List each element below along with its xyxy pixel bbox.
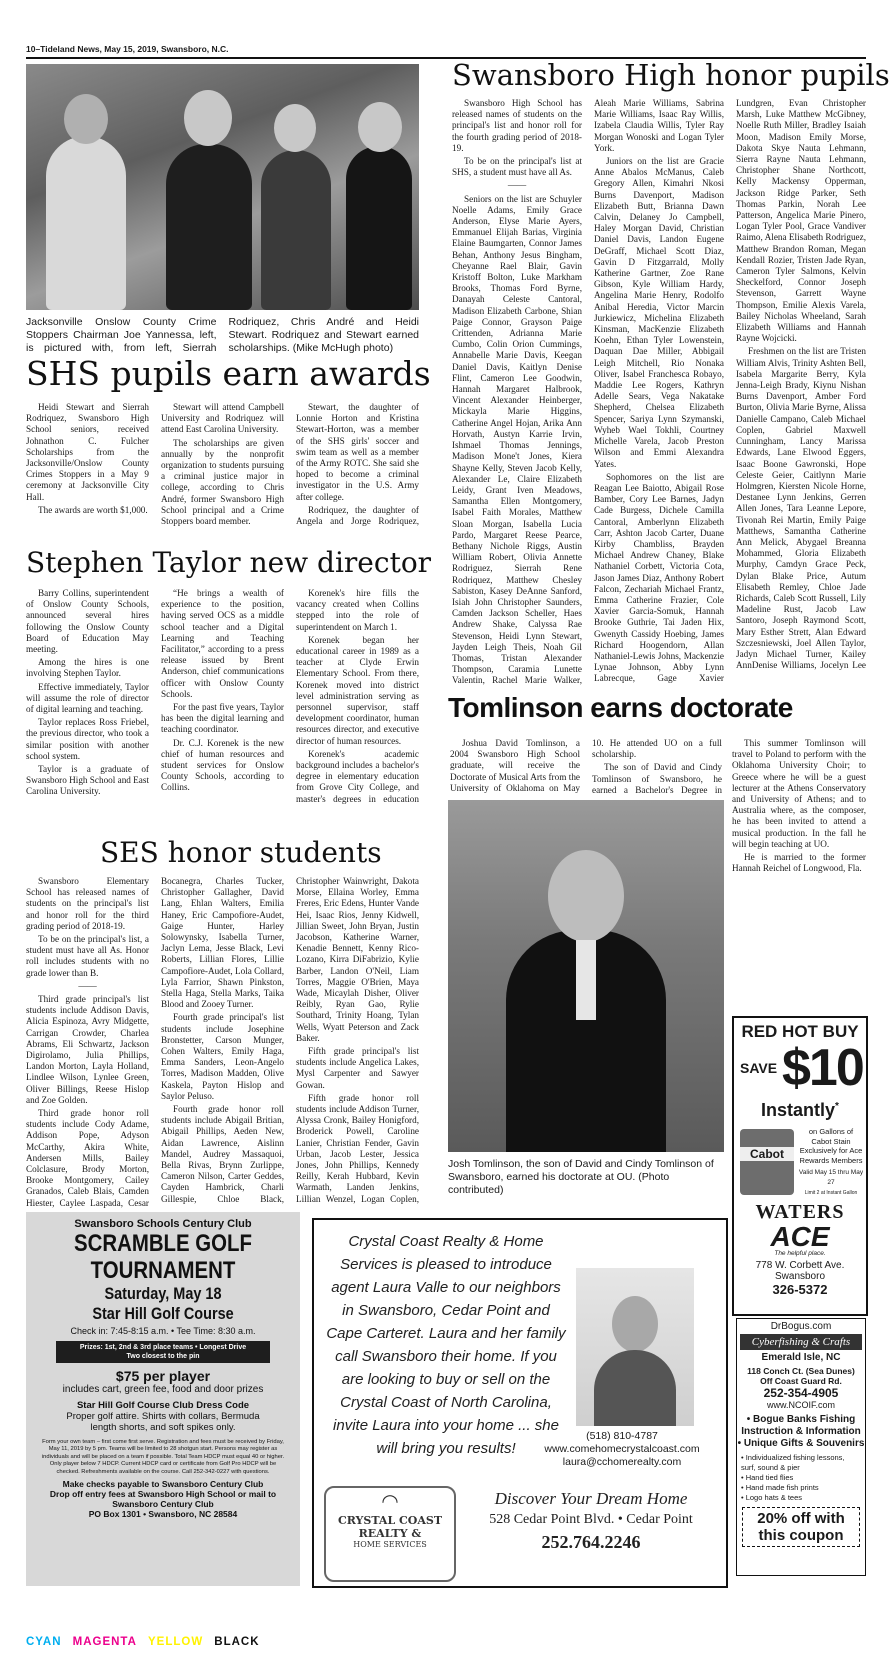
section-divider: —— [78, 980, 97, 991]
dolphin-icon: ◠ [381, 1489, 399, 1513]
story-paragraph: To be on the principal's list, a student must have all As. Honor roll includes students with no grade lower than B. [26, 934, 149, 978]
ace-ad-can-brand: Cabot [740, 1147, 794, 1161]
story-paragraph: The scholarships are given annually by the nonprofit organization to students pursuing a criminal justice major in college, according to Chris André, former Swansboro High School principal and a Crime Stoppers board member. [161, 437, 284, 527]
realty-logo-text: CRYSTAL COAST [337, 1514, 443, 1527]
golf-prizes-line: Prizes: 1st, 2nd & 3rd place teams • Longest Drive [79, 1344, 247, 1351]
golf-title: TOURNAMENT [90, 1257, 236, 1284]
ace-ad-limit: Limit 2 at Instant Gallon [804, 1190, 858, 1196]
tomlinson-photo-caption: Josh Tomlinson, the son of David and Cindy Tomlinson of Swansboro, earned his doctorate at OU. (Photo contributed) [448, 1158, 714, 1196]
tomlinson-headline: Tomlinson earns doctorate [448, 692, 793, 723]
story-paragraph: Korenek's academic background includes a bachelor's degree in elementary education from Grove City College, and master's degrees in education [296, 748, 419, 804]
ace-ad-phone: 326-5372 [772, 1282, 828, 1297]
cabot-stain-can [740, 1129, 794, 1195]
drbogus-ad [736, 1318, 866, 1576]
golf-prizes [56, 1341, 270, 1363]
drbogus-location: Emerald Isle, NC [761, 1352, 841, 1363]
registration-label: CYAN [26, 1636, 62, 1648]
golf-times: Check in: 7:45-8:15 a.m. • Tee Time: 8:30 a.m. [70, 1326, 256, 1336]
golf-price: $75 per player [115, 1368, 211, 1384]
story-paragraph: Korenek began her educational career in 1989 as a teacher at Clyde Erwin Elementary School. From there, Korenek moved into district level administration serving as personnel supervisor, staff development coordinator, human resources director, and executive director of human resources. [296, 634, 419, 746]
ace-ad-asterisk: * [835, 1101, 839, 1112]
story-paragraph: Dr. C.J. Korenek is the new chief of human resources and student services for Onslow County Schools, according to Collins. [161, 737, 284, 793]
taylor-story [26, 588, 419, 816]
realty-logo-text: HOME SERVICES [353, 1540, 427, 1549]
story-paragraph: Effective immediately, Taylor will assume the role of director of digital learning and teaching. [26, 681, 149, 715]
ace-logo: ACE [770, 1221, 830, 1252]
golf-checks: PO Box 1301 • Swansboro, NC 28584 [88, 1509, 238, 1520]
story-paragraph: Rodriquez, the daughter of Angela and Jorge Rodriquez, [296, 504, 419, 527]
golf-club: Swansboro Schools Century Club [74, 1218, 252, 1230]
story-paragraph: Barry Collins, superintendent of Onslow County Schools, announced several hires following the Onslow County Board of Education May meeting. [26, 588, 149, 655]
tomlinson-lead [450, 738, 722, 802]
awards-headline: SHS pupils earn awards [26, 354, 431, 393]
ace-ad-store: WATERS [755, 1201, 845, 1223]
story-paragraph: Seniors on the list are Schuyler Noelle Adams, Emily Grace Anderson, Elyse Marie Ayers, Emmanuel Elijah Barias, Virginia Elaine Baumgarten, Connor James Behan, Anthony Jesus Bingham, Cheyanne Rael Blair, Gavin Kristoff Bolton, Luke Markham Brooks, Thomas Ford Byrne, Danayah Celeste Cantoral, Madison Elizabeth Carbone, Shian Paige Connor, Grayson Paige Crittenden, Adrianna Marie Cumbo, Colin Orion Cummings, Annabelle Marie Davis, Keegan Daniel Davis, Kaitlyn Denise Flint, Cameron Lee Goodwin, Hannah Margaret Halbrook, Vincent Alexander Heinberger, Mickayla Marie Higgins, Catherine Angel Hojan, Arika Ann Horvath, Austyn Karrie Irvin, Ishmael Thomas Jennings, Madison Mone't Jones, Kiera Shayne Kelly, Steven Jacob Kelly, Alexander Le, Claire Elizabeth Leidy, Grant Iven Meadows, Samantha Ellen Montgomery, Isabel Faith Morales, Matthew Sloan Morgan, Isabella Lucia Pardo, Margaret Reese Pearce, Bethany Nichole Riggs, Austin William Robert, Olivia Annette Rodriguez, Sierrah Rene Rodriquez, Matthew Chesley Sabiston, Kasey DeAnne Sanford, Isiah John Christopher Saunders, Camden Jackson Scheller, Haes Andrew Shake, Calyssa Rae Stevenson, Heidi Lynn Stewart, Jayden Leigh Theis, Noah Gil Thomas, Tristan Alexander Thompson, Caramia Lunette Valentin, Rachel Marie Walker, Aleah Marie Williams, Sabrina Marie Williams, Isaac Ray Willis, Izabela Claudia Willis, Tyler Ray Morgan Wonoski and Logan Tyler York. [452, 98, 724, 686]
golf-venue: Star Hill Golf Course [92, 1304, 234, 1323]
golf-tournament-ad [26, 1212, 300, 1586]
story-paragraph: Third grade principal's list students include Addison Davis, Alicia Espinoza, Avry Midgette, Carrigan Crowder, Charlea Abrams, Eli Schwartz, Jackson Digirolamo, Julia Phillips, Landon Morton, Layla Holland, Lindlee Wilson, Lynlee Green, Oliver Billings, Reese Hislop and Zoe Golden. [26, 994, 149, 1105]
ace-ad-title: RED HOT BUY [741, 1022, 859, 1041]
realty-logo [324, 1486, 456, 1582]
story-paragraph: Fourth grade honor roll students include Abigail Britian, Abigail Phillips, Aeden New, Aidan Lawrence, Aislinn Mandel, Audrey Massaquoi, Bella Rivas, Brynn Zurlippe, Cameron Nilson, Carter Geddes, Cayden Hambrick, Charli Gillespie, Chloe Black, Christopher Wainwright, Dakota Morse, Ellaina Worley, Emma Freres, Eric Edens, Hunter Vande Hei, Isaac Rios, Jenny Kidwell, Jillian Sweet, John Bryan, Justin Jacobson, Katherine Warner, Kenadie Bennett, Kenny Rico-Lozano, Kirra DiFabrizio, Kylie Barber, Landon O'Neil, Liam Torres, Maggie O'Brien, Maya Wade, Micaylah Disher, Oliver Reibly, Ryan Gao, Rylie Southard, Trinity Hoang, Tylan Wells, Wyatt Peterson and Zack Baker. [161, 876, 419, 1204]
story-paragraph: The son of David and Cindy Tomlinson of Swansboro, he earned a Bachelor's Degree in [592, 762, 722, 795]
ses-story [26, 876, 419, 1214]
section-divider: —— [507, 180, 527, 191]
story-paragraph: Juniors on the list are Gracie Anne Abalos McManus, Caleb Gregory Allen, Kimahri Nkosi Burns Davenport, Madison Elizabeth Butt, Brianna Dawn Calvin, Delaney Jo Campbell, Haley Morgan David, Christian Daniel Davis, Landon Eugene DeGraff, Michael Scott Diaz, Gavin D Fitzgarrald, Molly Katherine Gartner, Zoe Rane Gibson, Kyle William Hardy, Angelina Marie Henry, Rodolfo Anibal Heredia, Victor Marcin Jurkiewicz, Michelina Elizabeth Kinsman, MacKenzie Elizabeth Koehn, Ethan Tyler Lowenstein, Daquan Dae Miller, Abbigail Leigh Mitchell, Rio Nonaka Oliver, Isabel Franchesca Robayo, Maddie Lee Rogers, Kathryn Adelle Sears, Vega Nakatake Shepherd, Chelsea Elizabeth Spencer, Sariya Lynn Szymanski, Wyheb Wael Tokhli, Courtney Michelle Varela, Jacob Preston Wilson and Emmi Alexandra Yates. [594, 156, 724, 469]
drbogus-phone: 252-354-4905 [763, 1386, 839, 1400]
golf-prizes-line: Two closest to the pin [126, 1353, 200, 1360]
story-paragraph: Taylor is a graduate of Swansboro High School and East Carolina University. [26, 764, 149, 797]
story-paragraph: Third grade honor roll students include Cody Adame, Addison Pope, Adyson McCarthy, Akira White, Andersen Mills, Bailey Colclasure, Brody Morton, Brooke Montgomery, Cailey Granados, Caleb Blais, Camden Hiester, Caylee Laspada, Cesar Bocanegra, Charles Tucker, Christopher Gallagher, David Lang, Ehlan Walters, Emilia Haney, Eric Campofiore-Audet, Gaige Hunter, Harley Solowynsky, Isabella Turner, Jaclyn Lema, Jesse Black, Levi Roberts, Lillian Flores, Lillie Campofiore-Audet, Lola Collard, Lyla Farrior, Shawn Pinkston, Stella Haga, Stella Marks, Taika Blood and Zooey Turner. [26, 876, 284, 1208]
story-paragraph: The awards are worth $1,000. [38, 504, 148, 515]
realty-email: laura@cchomerealty.com [562, 1456, 682, 1468]
story-paragraph: Stewart, the daughter of Lonnie Horton and Kristina Stewart-Horton, was a member of the SHS girls' soccer and swim team as well as a member of the Army ROTC. She said she hoped to become a criminal investigator in the U.S. Army after college. [296, 402, 419, 502]
ace-ad-address: Swansboro [774, 1271, 826, 1282]
story-paragraph: Freshmen on the list are Tristen William Alvis, Trinity Ashten Bell, Isabela Margarite Berry, Kyla Jenna-Leigh Brady, Kiynu Nishan Burns Davenport, Amber Ford Burton, Olivia Marie Byrne, Alissa Danielle Campano, Caleb Michael Coplen, Gabriel Maxwell Cunningham, Lancy Marissa Edwards, Lane Elwood Eggers, Isaac Boone Gawronski, Hope Celeste Geier, Caitlynn Marie Holmgren, Kiersten Nicole Horne, Destanee Lynn Jenkins, Gerren Allen Jones, Tara Leanne Lepore, Tivonah Rei Martin, Emily Paige Matthews, Samantha Catherine Ann Melick, Abygael Breanna Mohammed, Gloria Elizabeth Murphy, Camdyn Grace Peck, Dylan Blake Price, Autum Elisabeth Remley, Chloe Jade Richards, Caleb Scott Russell, Lily Madeline Rust, Jacob Law Santoro, Joseph Raymond Scott, Mary Esther Strett, Alan Edward Szczesniewski, Joel Allen Taylor, Jadyn Michael Turner, Kailey AnnDenise Williams, Jocelyn Lee [736, 346, 866, 671]
drbogus-coupon: 20% off with this coupon [742, 1507, 860, 1547]
golf-fine-print: Form your own team – first come first serve. Registration and fees must be received by Friday, May 11, 2019 by 5 pm. Teams will be limited to 28 shotgun start. Persons may register as individuals and will be placed on a team if possible. Total Team HDCP must equal 40 or higher. Only player below 7 HDCP. Current HDCP card or certificate from Golf Pro HDCP will be checked. Refreshments available on the course. Call 252-342-0227 with questions. [41, 1439, 285, 1475]
drbogus-feature: • Unique Gifts & Souvenirs [737, 1438, 865, 1449]
drbogus-site: www.NCOIF.com [766, 1400, 835, 1410]
story-paragraph: This summer Tomlinson will travel to Poland to perform with the Oklahoma University Choir; to Greece where he will be a guest lecturer at the Athens Conservatory and University of Athens; and to Australia where, as the composer, he has been invited to attend a musical production. In the fall he will begin teaching at UO. [732, 738, 866, 849]
tomlinson-photo [448, 800, 724, 1152]
agent-photo [576, 1268, 694, 1426]
story-paragraph: Taylor replaces Ross Friebel, the previous director, who took a similar position with another school system. [26, 717, 149, 761]
ace-ad-detail: on Gallons of Cabot Stain [808, 1127, 854, 1146]
shs-story [452, 98, 866, 688]
ace-ad-tagline: The helpful place. [774, 1250, 826, 1257]
drbogus-item: • Individualized fishing lessons, surf, sound & pier [741, 1453, 845, 1472]
drbogus-item: • Hand tied flies [741, 1473, 794, 1482]
golf-includes: includes cart, green fee, food and door prizes [62, 1384, 264, 1395]
ace-ad-amount: $10 [782, 1039, 863, 1097]
shs-headline: Swansboro High honor pupils [452, 58, 890, 92]
page-folio: 10–Tideland News, May 15, 2019, Swansboro, N.C. [26, 44, 229, 54]
registration-bar [26, 1630, 260, 1649]
ses-headline: SES honor students [100, 836, 382, 869]
awards-story [26, 402, 419, 536]
golf-checks: Drop off entry fees at Swansboro High School or mail to [49, 1489, 277, 1500]
story-paragraph: Korenek's hire fills the vacancy created when Collins stepped into the role of superintendent on March 1. [296, 588, 419, 632]
story-paragraph: He is married to the former Hannah Reichel of Longwood, Fla. [732, 852, 866, 874]
ace-ad-save: SAVE [740, 1060, 778, 1076]
realty-logo-text: REALTY & [358, 1527, 422, 1540]
golf-dress: length shorts, and soft spikes only. [90, 1422, 236, 1433]
story-paragraph: Joshua David Tomlinson, a 2004 Swansboro High School graduate, will receive the Doctorate of Musical Arts from the University of Oklahoma on May 10. He attended UO on a full scholarship. [450, 738, 722, 793]
golf-title: SCRAMBLE GOLF [74, 1230, 252, 1257]
story-paragraph: Swansboro Elementary School has released names of students on the principal's list and honor roll for the third grading period of 2018-19. [26, 876, 149, 931]
drbogus-item: • Logo hats & tees [741, 1493, 802, 1502]
ace-ad-valid: Valid May 15 thru May 27 [798, 1169, 864, 1186]
golf-checks: Make checks payable to Swansboro Century Club [62, 1479, 264, 1490]
realty-agent-phone: (518) 810-4787 [586, 1430, 658, 1442]
story-paragraph: Sophomores on the list are Reagan Lee Baiotto, Abigail Rose Bamber, Cory Lee Barnes, Jadyn Cade Burgess, Dichele Camilla Cantoral, Amberlynn Elizabeth Carr, Ashton Jacob Carter, Duane Kirby Chambliss, Brayden Michael Andrew Chaney, Blake Nathaniel Corbett, Victoria Cota, Jason James Diaz, Anthony Robert Falcon, Zechariah Michael Frantz, Emma Catherine Frazier, Cole Xavier Garcia-Somuk, Hannah Brooke Guthrie, Tai Jaden Hix, Gwenyth Cassidy Hoebing, James Richard Hoogendorn, Allan Nathaniel-Lewis Johns, Mackenzie Lynae Johnson, Abby Lynn Labrecque, Gage Xavier Lundgren, Evan Christopher Marsh, Luke Matthew McGibney, Noelle Ruth Miller, Bradley Isaiah Moon, Madison Emily Morse, Dakota Skye Nauta Lehmann, Sierra Rayne Nauta Lehmann, Christopher Shane Northcott, Kelly Mackensy Opperman, Jackson Ridge Parker, Seth Thomas Parkin, Norah Lee Patterson, Angelica Marie Pinero, Logan Tyler Pool, Grace Vandiver Raimo, Alena Elisabeth Rodriguez, Matthew Brandon Roman, Megan Kendall Rozier, Tristen Jade Ryan, Cameron Tyler Salmons, Kelvin Sheckelford, Connor Joseph Stevenson, Garrett Wayne Thompson, Emilie Alexis Varela, Bailey Nicholas Wheeland, Sarah Elizabeth Williams and Hannah Rayne Wojcicki. [594, 98, 866, 684]
golf-dress: Proper golf attire. Shirts with collars, Bermuda [66, 1411, 260, 1422]
awards-photo [26, 64, 419, 310]
registration-label: MAGENTA [72, 1636, 137, 1648]
ace-ad-detail: Exclusively for Ace Rewards Members [799, 1146, 863, 1165]
realty-web: www.comehomecrystalcoast.com [544, 1443, 700, 1455]
story-paragraph: To be on the principal's list at SHS, a student must have all As. [452, 156, 582, 178]
story-paragraph: Heidi Stewart and Sierrah Rodriquez, Swansboro High School seniors, received Johnathon C. Fulcher Scholarships from the Jacksonville/Onslow County Crimes Stoppers in a May 9 ceremony at Jacksonville City Hall. [26, 402, 149, 502]
story-paragraph: Fifth grade honor roll students include Addison Turner, Alyssa Cronk, Bailey Honigford, Broderick Powell, Caroline Lanier, Christian Fender, Gavin Urban, Jacob Lester, Jessica Jones, John Phillips, Kennedy Reilly, Kerah Hubbard, Kevin Warmath, Landen Jenkins, Lillian Wenzel, Logan Coplen, [296, 1092, 419, 1204]
story-paragraph: Swansboro High School has released names of students on the principal's list and honor roll for the fourth grading period of 2018-19. [452, 98, 582, 153]
story-paragraph: Fifth grade principal's list students include Angelica Lakes, Mysl Carpenter and Sawyer Gowan. [296, 1046, 419, 1090]
drbogus-item: • Hand made fish prints [741, 1483, 819, 1492]
story-paragraph: Fourth grade principal's list students include Josephine Bronstetter, Carson Munger, Cohen Walters, Emily Haga, Emma Sanders, Leon-Angelo Torres, Madison Madden, Olive Kaskela, Payton Hislop and Saylor Peluso. [161, 1012, 284, 1101]
realty-ad [312, 1218, 728, 1588]
drbogus-feature: • Bogue Banks Fishing Instruction & Information [741, 1414, 861, 1437]
realty-intro: Crystal Coast Realty & Home Services is pleased to introduce agent Laura Valle to our neighbors in Swansboro, Cedar Point and Cape Carteret. Laura and her family call Swansboro their home. If you are looking to buy or sell on the Crystal Coast of North Carolina, invite Laura into your home ... she will bring you results! [326, 1233, 566, 1457]
registration-label: BLACK [214, 1636, 260, 1648]
realty-slogan: Discover Your Dream Home [494, 1489, 688, 1508]
taylor-headline: Stephen Taylor new director [26, 546, 432, 579]
golf-date: Saturday, May 18 [104, 1284, 222, 1303]
drbogus-address: Off Coast Guard Rd. [760, 1376, 842, 1386]
story-paragraph: For the past five years, Taylor has been the digital learning and teaching coordinator. [161, 702, 284, 735]
golf-checks: Swansboro Century Club [112, 1499, 214, 1510]
drbogus-title: Cyberfishing & Crafts [740, 1334, 862, 1350]
awards-photo-caption: Jacksonville Onslow County Crime Stoppers Chairman Joe Yannessa, left, is pictured with, from left, Sierrah Rodriquez, Chris André and Heidi Stewart. Rodriquez and Stewart earned scholarships. (Mike McHugh photo) [26, 316, 419, 354]
story-paragraph: “He brings a wealth of experience to the position, having served OCS as a middle school teacher and a Digital Learning and Teaching Facilitator,” according to a press release issued by Brent Anderson, chief communications officer with Onslow County Schools. [161, 588, 284, 699]
ace-ad-instantly: Instantly [761, 1100, 836, 1120]
realty-address: 528 Cedar Point Blvd. • Cedar Point [489, 1512, 693, 1527]
registration-label: YELLOW [148, 1636, 204, 1648]
story-paragraph: Among the hires is one involving Stephen Taylor. [26, 657, 149, 679]
story-paragraph: Stewart will attend Campbell University and Rodriquez will attend East Carolina University. [161, 402, 284, 435]
drbogus-address: 118 Conch Ct. (Sea Dunes) [747, 1366, 855, 1376]
realty-office-phone: 252.764.2246 [541, 1532, 641, 1552]
ace-ad-address: 778 W. Corbett Ave. [755, 1260, 845, 1271]
golf-dress-title: Star Hill Golf Course Club Dress Code [76, 1400, 250, 1411]
ace-hardware-ad [732, 1016, 868, 1316]
drbogus-url: DrBogus.com [770, 1321, 832, 1332]
